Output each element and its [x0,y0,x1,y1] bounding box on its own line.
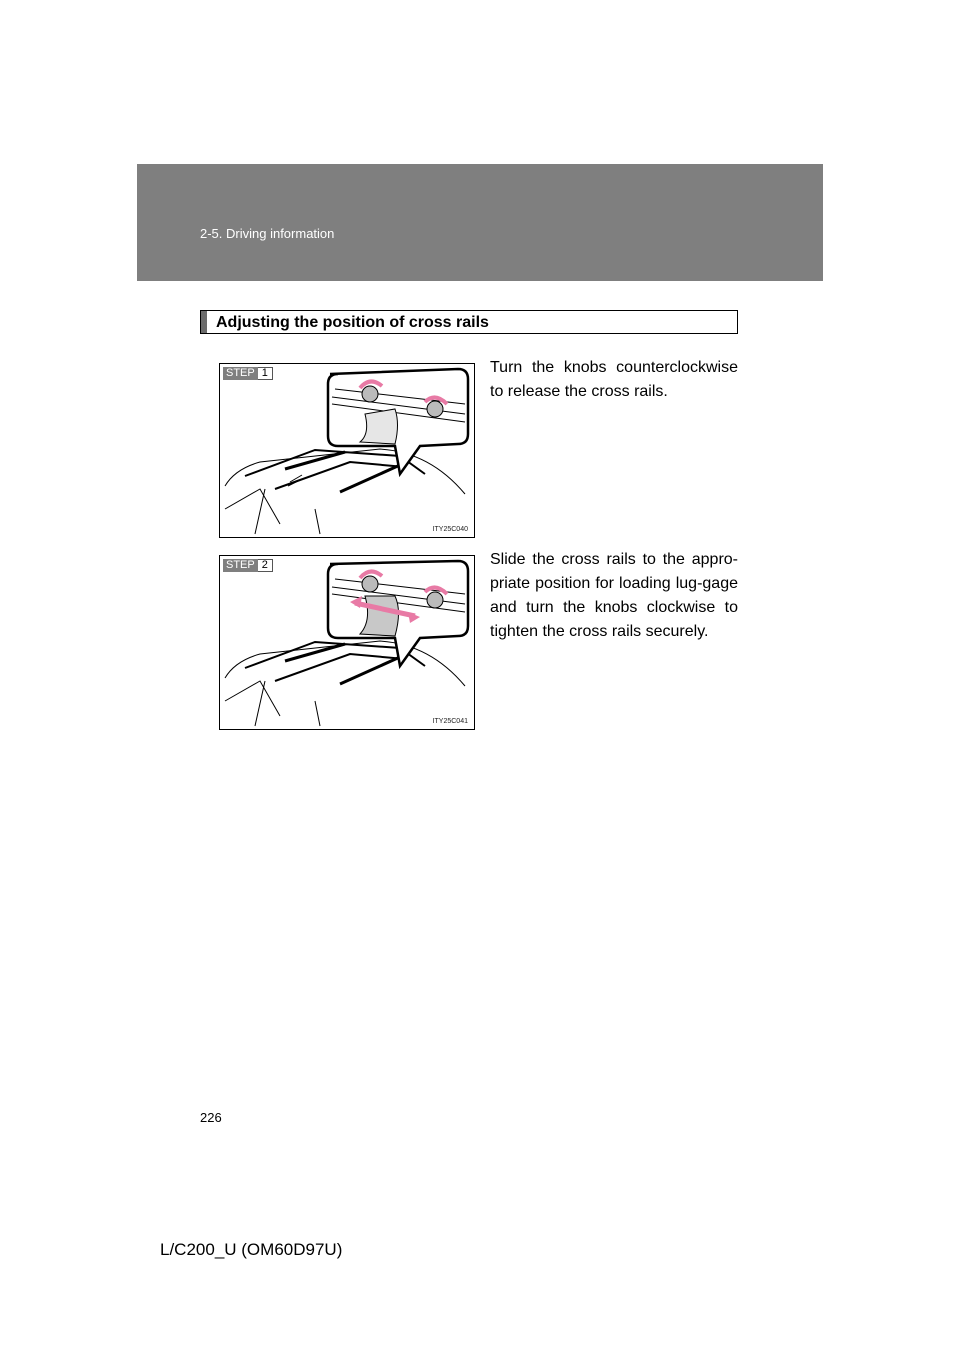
step-1-figure [219,363,475,538]
section-title: Adjusting the position of cross rails [216,314,489,331]
section-title-box [200,310,738,334]
step-1-figure-code: ITY25C040 [432,526,468,533]
step-2-number: 2 [258,559,273,572]
document-code: L/C200_U (OM60D97U) [160,1240,343,1259]
step-2-text: Slide the cross rails to the appro-priate position for loading lug-gage and turn the knobs clockwise to tighten the cross rails securely. [490,551,738,640]
title-accent-bar [201,311,207,333]
step-1-text: Turn the knobs counterclockwise to release the cross rails. [490,359,738,400]
step-1-label: STEP [223,367,258,380]
page-number: 226 [200,1110,222,1125]
step-2-badge [223,559,273,572]
header-band [137,164,823,281]
step-1-number: 1 [258,367,273,380]
section-label: 2-5. Driving information [200,226,335,241]
roof-rack-illustration-1 [220,364,475,538]
step-2-figure-code: ITY25C041 [432,718,468,725]
step-2-figure [219,555,475,730]
roof-rack-illustration-2 [220,556,475,730]
step-2-label: STEP [223,559,258,572]
step-1-badge [223,367,273,380]
